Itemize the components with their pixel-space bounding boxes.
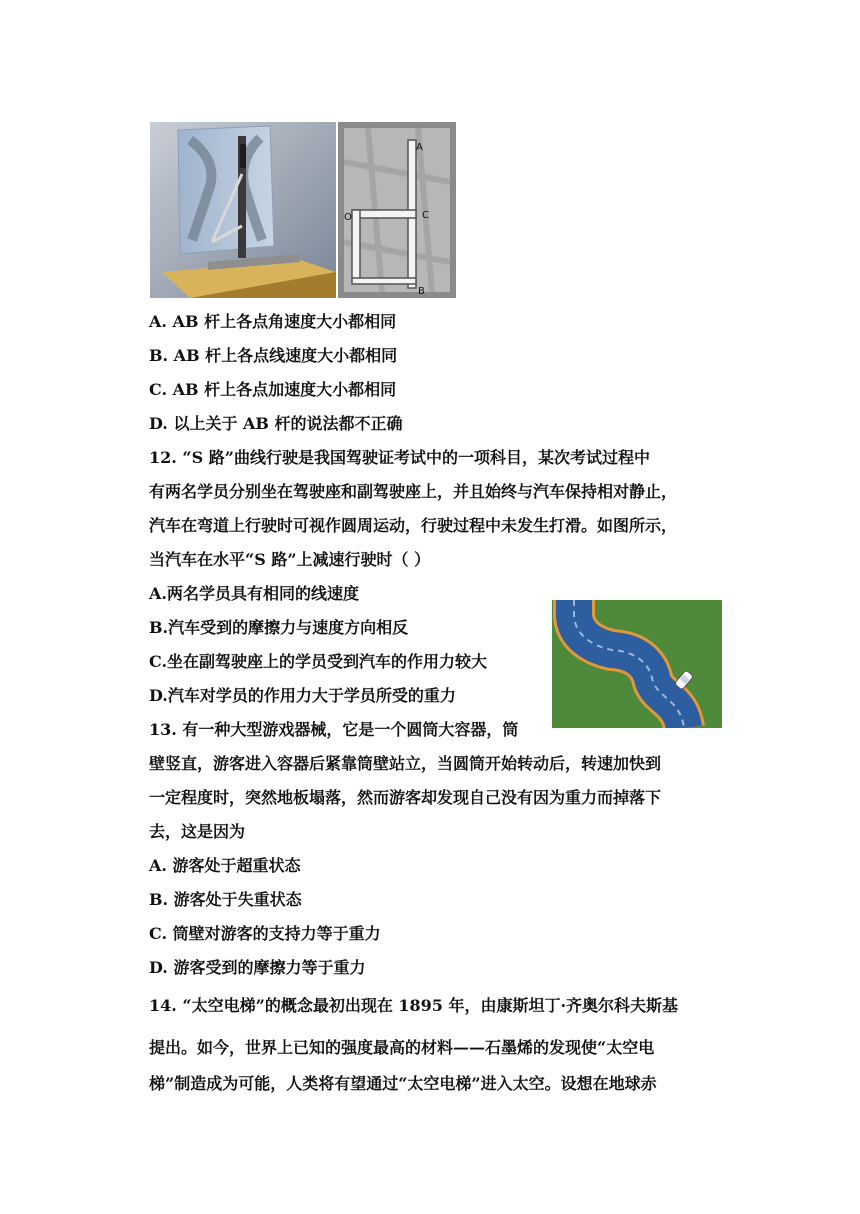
q13-option-d: D. 游客受到的摩擦力等于重力	[149, 958, 366, 977]
q12-stem-line4: 当汽车在水平“S 路”上减速行驶时（ ）	[149, 550, 431, 569]
q12-stem-line2: 有两名学员分别坐在驾驶座和副驾驶座上，并且始终与汽车保持相对静止，	[149, 482, 678, 501]
s-road-figure	[552, 600, 722, 728]
q12-option-b: B.汽车受到的摩擦力与速度方向相反	[149, 618, 409, 637]
label-a: A	[416, 142, 423, 153]
q12-option-d: D.汽车对学员的作用力大于学员所受的重力	[149, 686, 456, 705]
q14-stem-line1: 14. “太空电梯”的概念最初出现在 1895 年，由康斯坦丁·齐奥尔科夫斯基	[149, 996, 679, 1015]
apparatus-photo	[150, 122, 336, 298]
q13-option-a: A. 游客处于超重状态	[149, 856, 301, 875]
q14-stem-line3: 梯”制造成为可能，人类将有望通过“太空电梯”进入太空。设想在地球赤	[149, 1074, 657, 1093]
label-o: O	[344, 212, 352, 223]
rod-diagram	[338, 122, 456, 298]
q13-stem-line3: 一定程度时，突然地板塌落，然而游客却发现自己没有因为重力而掉落下	[149, 788, 662, 807]
q13-stem-line1: 13. 有一种大型游戏器械，它是一个圆筒大容器，筒	[149, 720, 519, 739]
q13-option-c: C. 筒壁对游客的支持力等于重力	[149, 924, 381, 943]
q13-stem-line2: 壁竖直，游客进入容器后紧靠筒壁站立，当圆筒开始转动后，转速加快到	[149, 754, 662, 773]
q13-stem-line4: 去，这是因为	[149, 822, 246, 841]
q12-stem-line1: 12. “S 路”曲线行驶是我国驾驶证考试中的一项科目，某次考试过程中	[149, 448, 650, 467]
label-b: B	[418, 286, 425, 297]
q11-option-b: B. AB 杆上各点线速度大小都相同	[149, 346, 398, 365]
q14-stem-line2: 提出。如今，世界上已知的强度最高的材料——石墨烯的发现使“太空电	[149, 1038, 655, 1057]
label-c: C	[422, 210, 429, 221]
q12-stem-line3: 汽车在弯道上行驶时可视作圆周运动，行驶过程中未发生打滑。如图所示，	[149, 516, 678, 535]
q13-option-b: B. 游客处于失重状态	[149, 890, 302, 909]
q11-option-c: C. AB 杆上各点加速度大小都相同	[149, 380, 397, 399]
q11-option-a: A. AB 杆上各点角速度大小都相同	[149, 312, 397, 331]
q12-option-c: C.坐在副驾驶座上的学员受到汽车的作用力较大	[149, 652, 488, 671]
figure-caption-cover	[552, 728, 722, 738]
q11-option-d: D. 以上关于 AB 杆的说法都不正确	[149, 414, 403, 433]
q12-option-a: A.两名学员具有相同的线速度	[149, 584, 359, 603]
